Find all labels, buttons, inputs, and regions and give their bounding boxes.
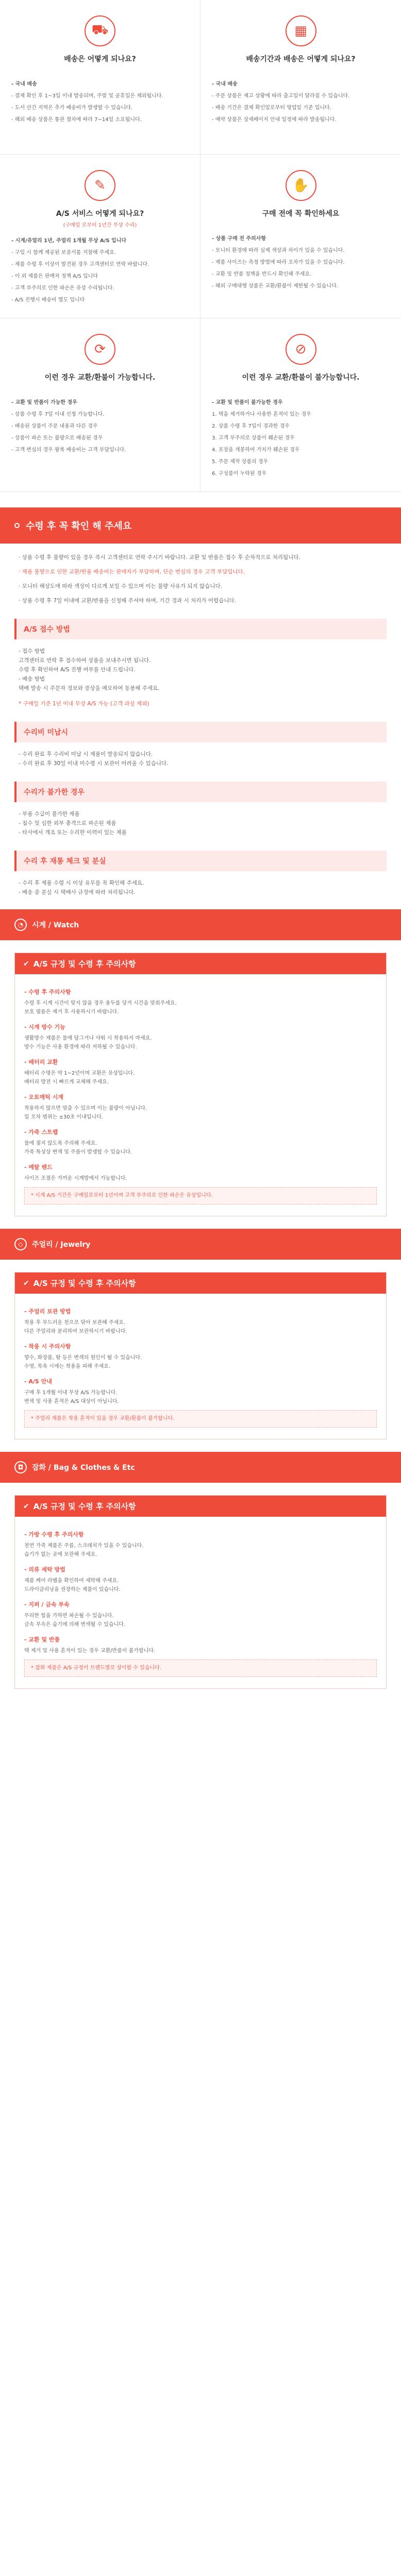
repair-head: 수리비 미납시: [14, 722, 387, 742]
notice-banner-title: 수령 후 꼭 확인 해 주세요: [26, 521, 132, 532]
block-line: 배터리 수명은 약 1~2년이며 교환은 유상입니다.: [24, 1071, 135, 1076]
list-item: - 접수 방법: [19, 648, 45, 654]
faq-list: [11, 236, 189, 304]
as-items: [19, 647, 382, 693]
block-line: 방수 기능은 사용 환경에 따라 저하될 수 있습니다.: [24, 1044, 137, 1050]
list-item: - 부품 수급이 불가한 제품: [19, 811, 80, 817]
jewelry-card: [14, 1272, 387, 1439]
block-heading: - 수령 후 주의사항: [24, 989, 71, 995]
list-item: - 수리 완료 후 수리비 미납 시 제품이 발송되지 않습니다.: [19, 751, 153, 757]
faq-list-item: - 이 외 제품은 판매처 정책 A/S 입니다: [11, 274, 98, 279]
block-line: 향수, 화장품, 땀 등은 변색의 원인이 될 수 있습니다.: [24, 1355, 142, 1361]
block-heading: - 의류 세탁 방법: [24, 1566, 65, 1573]
faq-list-item: - 제품 사이즈는 측정 방법에 따라 오차가 있을 수 있습니다.: [212, 260, 345, 265]
faq-subtitle-spacer: [11, 384, 189, 390]
block-heading: - 가죽 스트랩: [24, 1129, 58, 1136]
calendar-icon: ▦: [286, 15, 316, 46]
faq-list-item: - 국내 배송: [11, 81, 37, 87]
block-heading: - 가방 수령 후 주의사항: [24, 1531, 84, 1538]
faq-list-item: 6. 구성품이 누락된 경우: [212, 471, 267, 477]
block-line: 천연 가죽 제품은 주름, 스크래치가 있을 수 있습니다.: [24, 1543, 144, 1549]
hand-icon: ✋: [286, 170, 316, 201]
jewelry-card-head: [15, 1273, 386, 1294]
faq-cell: [201, 155, 401, 318]
faq-list-item: - 배송 기간은 결제 확인일로부터 영업일 기준 입니다.: [212, 105, 331, 111]
block-line: 수영, 목욕 시에는 착용을 피해 주세요.: [24, 1364, 111, 1369]
faq-list-item: - 교환 및 반품이 불가능한 경우: [212, 400, 283, 405]
list-item: - 배송 중 분실 시 택배사 규정에 따라 처리됩니다.: [19, 889, 136, 895]
check-icon: ✔: [23, 1279, 29, 1287]
faq-title: 배송은 어떻게 되나요?: [64, 55, 136, 63]
block-heading: - 시계 방수 기능: [24, 1024, 65, 1030]
check-items: [19, 878, 382, 897]
faq-list-item: - 고객 부주의로 인한 파손은 유상 수리됩니다.: [11, 285, 114, 291]
jewelry-card-body: [15, 1294, 386, 1439]
faq-list: [212, 234, 390, 291]
faq-cell: [201, 0, 401, 155]
watch-card-title: A/S 규정 및 수령 후 주의사항: [33, 959, 136, 969]
block-heading: - 지퍼 / 금속 부속: [24, 1601, 70, 1608]
block-line: 사이즈 조절은 가까운 시계방에서 가능합니다.: [24, 1176, 127, 1181]
faq-list-item: - 해외 배송 상품은 통관 절차에 따라 7~14일 소요됩니다.: [11, 117, 142, 123]
unable-head: 수리가 불가한 경우: [14, 782, 387, 802]
faq-title: 이런 경우 교환/환불이 불가능합니다.: [242, 374, 360, 382]
as-red-note: * 구매일 기준 1년 이내 무상 A/S 가능 (고객 과실 제외): [19, 701, 149, 707]
faq-list-item: - 결제 확인 후 1~3일 이내 발송되며, 주말 및 공휴일은 제외됩니다.: [11, 93, 163, 99]
jewelry-card-title: A/S 규정 및 수령 후 주의사항: [33, 1279, 136, 1288]
faq-list-item: 1. 택을 제거하거나 사용한 흔적이 있는 경우: [212, 412, 311, 417]
block-line: 금속 부속은 습기에 의해 변색될 수 있습니다.: [24, 1622, 126, 1628]
block-line: 무리한 힘을 가하면 파손될 수 있습니다.: [24, 1613, 114, 1619]
block-line: 배터리 방전 시 빠르게 교체해 주세요.: [24, 1079, 109, 1085]
cancel-icon: ⊘: [286, 334, 316, 365]
faq-list-item: - A/S 진행시 배송비 별도 입니다: [11, 297, 85, 303]
block-line: 택 제거 및 사용 흔적이 있는 경우 교환/반품이 불가합니다.: [24, 1648, 156, 1654]
list-item: - 침수 및 심한 외부 충격으로 파손된 제품: [19, 820, 116, 826]
faq-list-item: - 시계/쥬얼리 1년, 주얼리 1개월 무상 A/S 입니다: [11, 238, 127, 244]
list-item: - 수리 완료 후 30일 이내 미수령 시 보관이 어려울 수 있습니다.: [19, 760, 169, 767]
bag-card: [14, 1495, 387, 1689]
faq-list: [212, 80, 390, 124]
faq-list-item: - 교환 및 반품이 가능한 경우: [11, 400, 77, 405]
as-head: A/S 접수 방법: [14, 619, 387, 639]
watch-icon: ◔: [14, 919, 27, 931]
faq-list-item: - 예약 상품은 상세페이지 안내 일정에 따라 발송됩니다.: [212, 117, 337, 123]
faq-subtitle: (구매일 로부터 1년간 무상 수리): [63, 223, 137, 228]
block-heading: - 착용 시 주의사항: [24, 1343, 71, 1350]
bag-bar: [0, 1452, 401, 1483]
watch-card: [14, 953, 387, 1216]
list-item: 고객센터로 연락 후 접수하여 상품을 보내주시면 됩니다.: [19, 657, 151, 664]
block-line: 보호 필름은 제거 후 사용하시기 바랍니다.: [24, 1009, 119, 1015]
notice-paragraph: · 상품 수령 후 불량이 있을 경우 즉시 고객센터로 연락 주시기 바랍니다. 교환 및 반품은 접수 후 순차적으로 처리됩니다.: [19, 554, 300, 561]
block-heading: - 주얼리 보관 방법: [24, 1308, 71, 1315]
block-line: 생활방수 제품은 물에 담그거나 샤워 시 착용하지 마세요.: [24, 1036, 152, 1041]
faq-list-item: - 배송된 상품이 주문 내용과 다른 경우: [11, 423, 98, 429]
block-line: 착용 후 부드러운 천으로 닦아 보관해 주세요.: [24, 1320, 126, 1326]
faq-cell: [201, 318, 401, 492]
unable-items: [19, 809, 382, 837]
card-note: * 잡화 제품은 A/S 규정이 브랜드별로 상이할 수 있습니다.: [24, 1659, 377, 1677]
list-item: - 수리 후 제품 수령 시 이상 유무를 꼭 확인해 주세요.: [19, 880, 144, 886]
block-heading: - 오토매틱 시계: [24, 1094, 63, 1100]
faq-cell: [0, 0, 201, 155]
bag-card-head: [15, 1496, 386, 1517]
faq-cell: [0, 155, 201, 318]
notice-paragraphs: [0, 553, 401, 605]
card-note: * 주얼리 제품은 착용 흔적이 있을 경우 교환/환불이 불가합니다.: [24, 1410, 377, 1428]
block-line: 제품 케어 라벨을 확인하여 세탁해 주세요.: [24, 1578, 119, 1584]
faq-cell: [0, 318, 201, 492]
faq-list-item: 5. 주문 제작 상품의 경우: [212, 459, 269, 465]
block-line: 구매 후 1개월 이내 무상 A/S 가능합니다.: [24, 1390, 118, 1396]
faq-list-item: - 상품 구매 전 주의사항: [212, 236, 266, 242]
faq-list-item: - 모니터 환경에 따라 실제 색상과 차이가 있을 수 있습니다.: [212, 248, 345, 253]
bag-card-title: A/S 규정 및 수령 후 주의사항: [33, 1502, 136, 1511]
block-line: 가죽 특성상 변색 및 주름이 발생할 수 있습니다.: [24, 1149, 132, 1155]
block-line: 변색 및 사용 흔적은 A/S 대상이 아닙니다.: [24, 1399, 119, 1404]
watch-bar-label: 시계 / Watch: [32, 921, 79, 929]
faq-list-item: - 구입 시 함께 제공된 보증서를 지참해 주세요.: [11, 250, 116, 256]
block-line: 수령 후 시계 시간이 맞지 않을 경우 용두를 당겨 시간을 맞춰주세요.: [24, 1001, 177, 1006]
faq-list-item: 3. 고객 부주의로 상품이 훼손된 경우: [212, 435, 295, 441]
watch-card-head: [15, 953, 386, 974]
notice-paragraph: · 모니터 해상도에 따라 색상이 다르게 보일 수 있으며 이는 불량 사유가 되지 않습니다.: [19, 583, 222, 589]
block-line: 다른 주얼리와 분리하여 보관하시기 바랍니다.: [24, 1329, 127, 1334]
block-heading: - 배터리 교환: [24, 1059, 58, 1065]
list-item: - 타사에서 개조 또는 수리한 이력이 있는 제품: [19, 829, 127, 836]
notice-banner: [0, 507, 401, 544]
faq-list-item: - 도서 산간 지역은 추가 배송비가 발생할 수 있습니다.: [11, 105, 133, 111]
bag-card-body: [15, 1517, 386, 1688]
card-note: * 시계 A/S 기간은 구매일로부터 1년이며 고객 부주의로 인한 파손은 유상입니다.: [24, 1187, 377, 1205]
faq-list-item: 2. 상품 수령 후 7일이 경과한 경우: [212, 423, 290, 429]
block-heading: - 메탈 밴드: [24, 1164, 53, 1171]
faq-grid: [0, 0, 401, 492]
faq-list-item: - 국내 배송: [212, 81, 238, 87]
block-line: 일 오차 범위는 ±30초 이내입니다.: [24, 1114, 103, 1120]
faq-list: [11, 398, 189, 454]
bag-icon: ◘: [14, 1461, 27, 1473]
faq-title: 배송기간과 배송은 어떻게 되나요?: [246, 55, 356, 63]
exchange-icon: ⟳: [85, 334, 115, 365]
circle-icon: [14, 523, 20, 528]
list-item: 수령 후 확인하여 A/S 진행 여부를 안내 드립니다.: [19, 667, 136, 673]
faq-subtitle-spacer: [212, 221, 390, 226]
faq-list-item: - 고객 변심의 경우 왕복 배송비는 고객 부담입니다.: [11, 447, 126, 453]
block-line: 착용하지 않으면 멈출 수 있으며 이는 불량이 아닙니다.: [24, 1106, 147, 1111]
faq-list-item: - 해외 구매대행 상품은 교환/환불이 제한될 수 있습니다.: [212, 283, 338, 289]
list-item: 택배 발송 시 주문자 정보와 증상을 메모하여 동봉해 주세요.: [19, 685, 160, 691]
faq-list: [11, 80, 189, 124]
check-icon: ✔: [23, 959, 29, 968]
truck-icon: ⛟: [85, 15, 115, 46]
jewelry-bar: [0, 1229, 401, 1260]
faq-title: 이런 경우 교환/환불이 가능합니다.: [44, 374, 156, 382]
wrench-icon: ✎: [85, 170, 115, 201]
block-line: 물에 젖지 않도록 주의해 주세요.: [24, 1141, 97, 1146]
faq-list-item: - 상품 수령 후 7일 이내 신청 가능합니다.: [11, 412, 105, 417]
notice-paragraph: · 상품 수령 후 7일 이내에 교환/반품을 신청해 주셔야 하며, 기간 경과 시 처리가 어렵습니다.: [19, 598, 236, 604]
block-heading: - 교환 및 반품: [24, 1636, 60, 1643]
faq-list-item: - 교환 및 반품 정책을 반드시 확인해 주세요.: [212, 272, 312, 277]
repair-items: [19, 750, 382, 768]
jewelry-bar-label: 주얼리 / Jewelry: [32, 1241, 91, 1249]
block-heading: - A/S 안내: [24, 1378, 52, 1385]
faq-list-item: - 상품이 파손 또는 불량으로 배송된 경우: [11, 435, 103, 441]
check-icon: ✔: [23, 1502, 29, 1511]
block-line: 습기가 없는 곳에 보관해 주세요.: [24, 1552, 97, 1557]
faq-list-item: 4. 포장을 개봉하여 가치가 훼손된 경우: [212, 447, 300, 453]
faq-list-item: - 제품 수령 후 이상이 발견된 경우 고객센터로 연락 바랍니다.: [11, 262, 149, 267]
faq-subtitle-spacer: [11, 66, 189, 72]
faq-title: 구매 전에 꼭 확인하세요: [262, 210, 340, 218]
notice-paragraph: · 제품 불량으로 인한 교환/반품 배송비는 판매자가 부담하며, 단순 변심의 경우 고객 부담입니다.: [19, 569, 245, 575]
faq-subtitle-spacer: [212, 384, 390, 390]
watch-card-body: [15, 974, 386, 1216]
faq-title: A/S 서비스 어떻게 되나요?: [56, 210, 144, 218]
block-line: 드라이클리닝을 권장하는 제품이 있습니다.: [24, 1587, 121, 1592]
faq-list: [212, 398, 390, 478]
check-head: 수리 후 재통 체크 및 분실: [14, 851, 387, 871]
bag-bar-label: 잡화 / Bag & Clothes & Etc: [32, 1464, 135, 1472]
diamond-icon: ◇: [14, 1238, 27, 1250]
faq-subtitle-spacer: [212, 66, 390, 72]
list-item: - 배송 방법: [19, 676, 45, 682]
faq-list-item: - 주문 상품은 재고 상황에 따라 출고일이 달라질 수 있습니다.: [212, 93, 350, 99]
watch-bar: [0, 909, 401, 940]
